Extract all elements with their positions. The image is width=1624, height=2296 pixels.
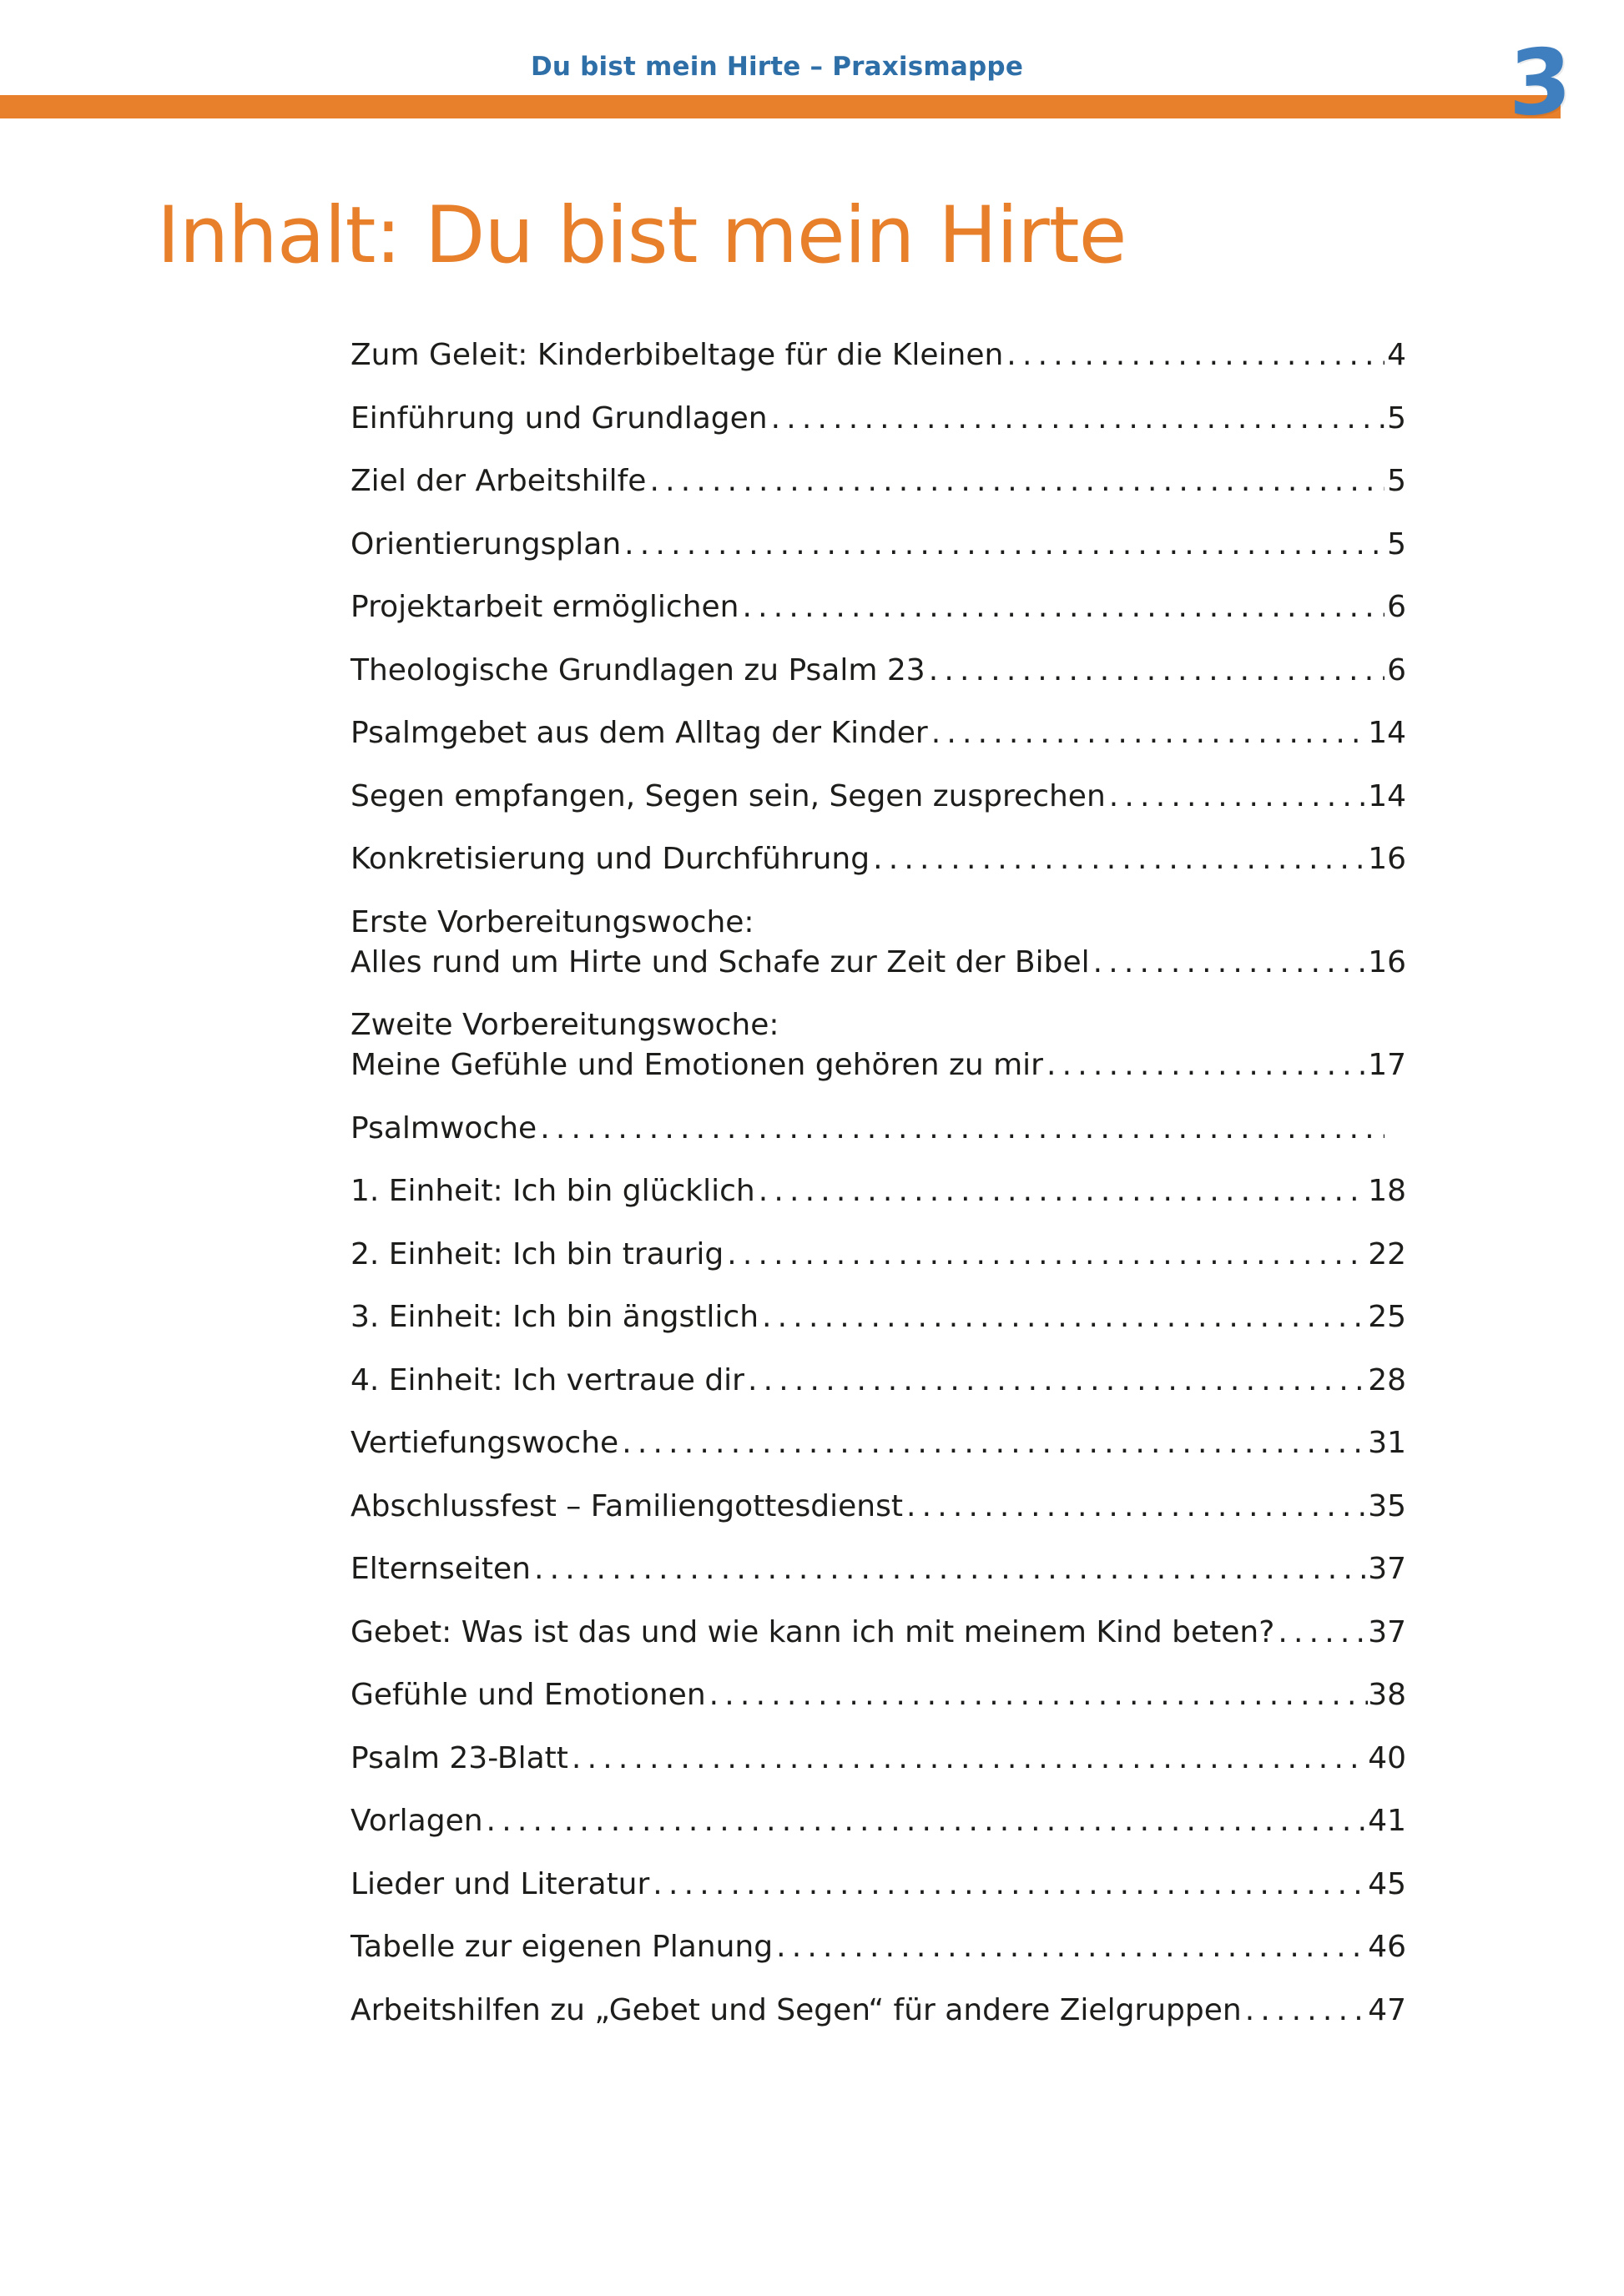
toc-page-number: 46 bbox=[1368, 1930, 1406, 1964]
toc-leader-dots bbox=[1003, 335, 1384, 375]
toc-leader-dots bbox=[1043, 1045, 1368, 1085]
toc-leader-dots bbox=[925, 651, 1384, 691]
toc-entry-label: Einführung und Grundlagen bbox=[351, 400, 768, 436]
toc-leader-dots bbox=[928, 713, 1369, 753]
toc-entry-label: Vertiefungswoche bbox=[351, 1426, 619, 1460]
toc-page-number: 37 bbox=[1368, 1552, 1406, 1586]
toc-page-number: 5 bbox=[1387, 400, 1406, 436]
toc-leader-dots bbox=[618, 1423, 1368, 1463]
toc-page-number: 6 bbox=[1387, 590, 1406, 624]
toc-page-number: 41 bbox=[1368, 1804, 1406, 1838]
toc-leader-dots bbox=[568, 1739, 1368, 1779]
toc-entry[interactable] bbox=[351, 1423, 1406, 1463]
toc-leader-dots bbox=[870, 839, 1368, 879]
toc-leader-dots bbox=[744, 1361, 1368, 1401]
toc-entry[interactable] bbox=[351, 1675, 1406, 1715]
toc-leader-dots bbox=[649, 1865, 1368, 1905]
toc-leader-dots bbox=[739, 587, 1385, 627]
toc-entry[interactable] bbox=[351, 713, 1406, 753]
toc-entry[interactable] bbox=[351, 1487, 1406, 1527]
toc-page-number: 40 bbox=[1368, 1740, 1406, 1775]
toc-entry[interactable] bbox=[351, 1549, 1406, 1589]
toc-page-number: 16 bbox=[1368, 944, 1406, 979]
toc-entry[interactable] bbox=[351, 1005, 1406, 1085]
toc-entry-label: Gebet: Was ist das und wie kann ich mit meinem Kind beten? bbox=[351, 1614, 1275, 1649]
page-number: 3 bbox=[1509, 28, 1572, 138]
toc-entry-label: Gefühle und Emotionen bbox=[351, 1678, 706, 1712]
toc-entry-label: Segen empfangen, Segen sein, Segen zusprechen bbox=[351, 778, 1106, 813]
toc-entry[interactable] bbox=[351, 1109, 1406, 1149]
toc-entry-label: 2. Einheit: Ich bin traurig bbox=[351, 1236, 724, 1271]
toc-entry[interactable] bbox=[351, 903, 1406, 983]
toc-entry-label: 3. Einheit: Ich bin ängstlich bbox=[351, 1300, 759, 1334]
toc-entry-label: Zum Geleit: Kinderbibeltage für die Kleinen bbox=[351, 338, 1004, 372]
toc-page-number: 37 bbox=[1368, 1614, 1406, 1649]
toc-leader-dots bbox=[768, 399, 1384, 439]
toc-leader-dots bbox=[1106, 777, 1368, 817]
toc-entry-label: Arbeitshilfen zu „Gebet und Segen“ für andere Zielgruppen bbox=[351, 1992, 1242, 2027]
toc-entry[interactable] bbox=[351, 839, 1406, 879]
toc-entry-label: Projektarbeit ermöglichen bbox=[351, 590, 739, 624]
toc-page-number: 25 bbox=[1368, 1300, 1406, 1334]
toc-entry-label: Lieder und Literatur bbox=[351, 1866, 650, 1901]
toc-entry-label: Alles rund um Hirte und Schafe zur Zeit der Bibel bbox=[351, 944, 1090, 979]
toc-entry-label: Elternseiten bbox=[351, 1552, 531, 1586]
toc-page-number: 38 bbox=[1368, 1678, 1406, 1712]
toc-page-number: 47 bbox=[1368, 1992, 1406, 2027]
toc-page-number: 17 bbox=[1368, 1048, 1406, 1082]
toc-entry[interactable] bbox=[351, 335, 1406, 375]
toc-entry-label: Abschlussfest – Familiengottesdienst bbox=[351, 1488, 903, 1523]
toc-entry-label: Meine Gefühle und Emotionen gehören zu mir bbox=[351, 1048, 1043, 1082]
header-accent-bar bbox=[0, 95, 1561, 118]
toc-entry[interactable] bbox=[351, 1361, 1406, 1401]
toc-entry-heading: Erste Vorbereitungswoche: bbox=[351, 904, 754, 939]
toc-entry[interactable] bbox=[351, 525, 1406, 565]
toc-entry[interactable] bbox=[351, 399, 1406, 439]
toc-leader-dots bbox=[759, 1297, 1368, 1337]
toc-entry[interactable] bbox=[351, 651, 1406, 691]
toc-leader-dots bbox=[483, 1801, 1369, 1841]
toc-page-number: 5 bbox=[1387, 526, 1406, 561]
toc-page-number: 5 bbox=[1387, 464, 1406, 498]
toc-entry[interactable] bbox=[351, 1297, 1406, 1337]
toc-page-number: 6 bbox=[1387, 652, 1406, 687]
page-title: Inhalt: Du bist mein Hirte bbox=[157, 190, 1127, 281]
toc-leader-dots bbox=[706, 1675, 1369, 1715]
toc-leader-dots bbox=[724, 1235, 1368, 1275]
toc-entry-label: Vorlagen bbox=[351, 1804, 483, 1838]
toc-page-number: 28 bbox=[1368, 1362, 1406, 1397]
running-header-title: Du bist mein Hirte – Praxismappe bbox=[530, 52, 1024, 82]
toc-page-number: 16 bbox=[1368, 842, 1406, 876]
toc-leader-dots bbox=[755, 1171, 1368, 1211]
toc-entry[interactable] bbox=[351, 1865, 1406, 1905]
toc-entry[interactable] bbox=[351, 1991, 1406, 2031]
toc-entry-label: Psalm 23-Blatt bbox=[351, 1740, 568, 1775]
toc-leader-dots bbox=[1242, 1991, 1368, 2031]
toc-page-number: 22 bbox=[1368, 1236, 1406, 1271]
toc-page-number: 14 bbox=[1368, 778, 1406, 813]
toc-page-number: 14 bbox=[1368, 716, 1406, 750]
toc-leader-dots bbox=[1274, 1613, 1368, 1653]
toc-leader-dots bbox=[537, 1109, 1384, 1149]
toc-entry[interactable] bbox=[351, 1801, 1406, 1841]
toc-entry-label: Psalmwoche bbox=[351, 1110, 537, 1145]
toc-page-number: 18 bbox=[1368, 1174, 1406, 1208]
toc-entry[interactable] bbox=[351, 1613, 1406, 1653]
toc-entry-label: Tabelle zur eigenen Planung bbox=[351, 1930, 774, 1964]
toc-entry-label: 4. Einheit: Ich vertraue dir bbox=[351, 1362, 744, 1397]
toc-page-number: 31 bbox=[1368, 1426, 1406, 1460]
toc-leader-dots bbox=[621, 525, 1384, 565]
toc-leader-dots bbox=[903, 1487, 1368, 1527]
toc-page-number: 4 bbox=[1387, 338, 1406, 372]
toc-entry[interactable] bbox=[351, 461, 1406, 501]
toc-entry-label: 1. Einheit: Ich bin glücklich bbox=[351, 1174, 755, 1208]
toc-entry-label: Theologische Grundlagen zu Psalm 23 bbox=[351, 652, 925, 687]
toc-entry-label: Orientierungsplan bbox=[351, 526, 622, 561]
toc-leader-dots bbox=[646, 461, 1384, 501]
toc-page-number: 45 bbox=[1368, 1866, 1406, 1901]
toc-page-number: 35 bbox=[1368, 1488, 1406, 1523]
toc-entry-heading: Zweite Vorbereitungswoche: bbox=[351, 1008, 779, 1042]
toc-entry[interactable] bbox=[351, 777, 1406, 817]
toc-entry-label: Psalmgebet aus dem Alltag der Kinder bbox=[351, 716, 928, 750]
toc-leader-dots bbox=[531, 1549, 1368, 1589]
toc-leader-dots bbox=[773, 1927, 1368, 1967]
toc-entry[interactable] bbox=[351, 587, 1406, 627]
toc-entry-label: Konkretisierung und Durchführung bbox=[351, 842, 870, 876]
toc-entry[interactable] bbox=[351, 1739, 1406, 1779]
toc-entry-label: Ziel der Arbeitshilfe bbox=[351, 464, 647, 498]
toc-entry[interactable] bbox=[351, 1235, 1406, 1275]
toc-leader-dots bbox=[1090, 943, 1369, 983]
toc-entry[interactable] bbox=[351, 1927, 1406, 1967]
toc-entry[interactable] bbox=[351, 1171, 1406, 1211]
